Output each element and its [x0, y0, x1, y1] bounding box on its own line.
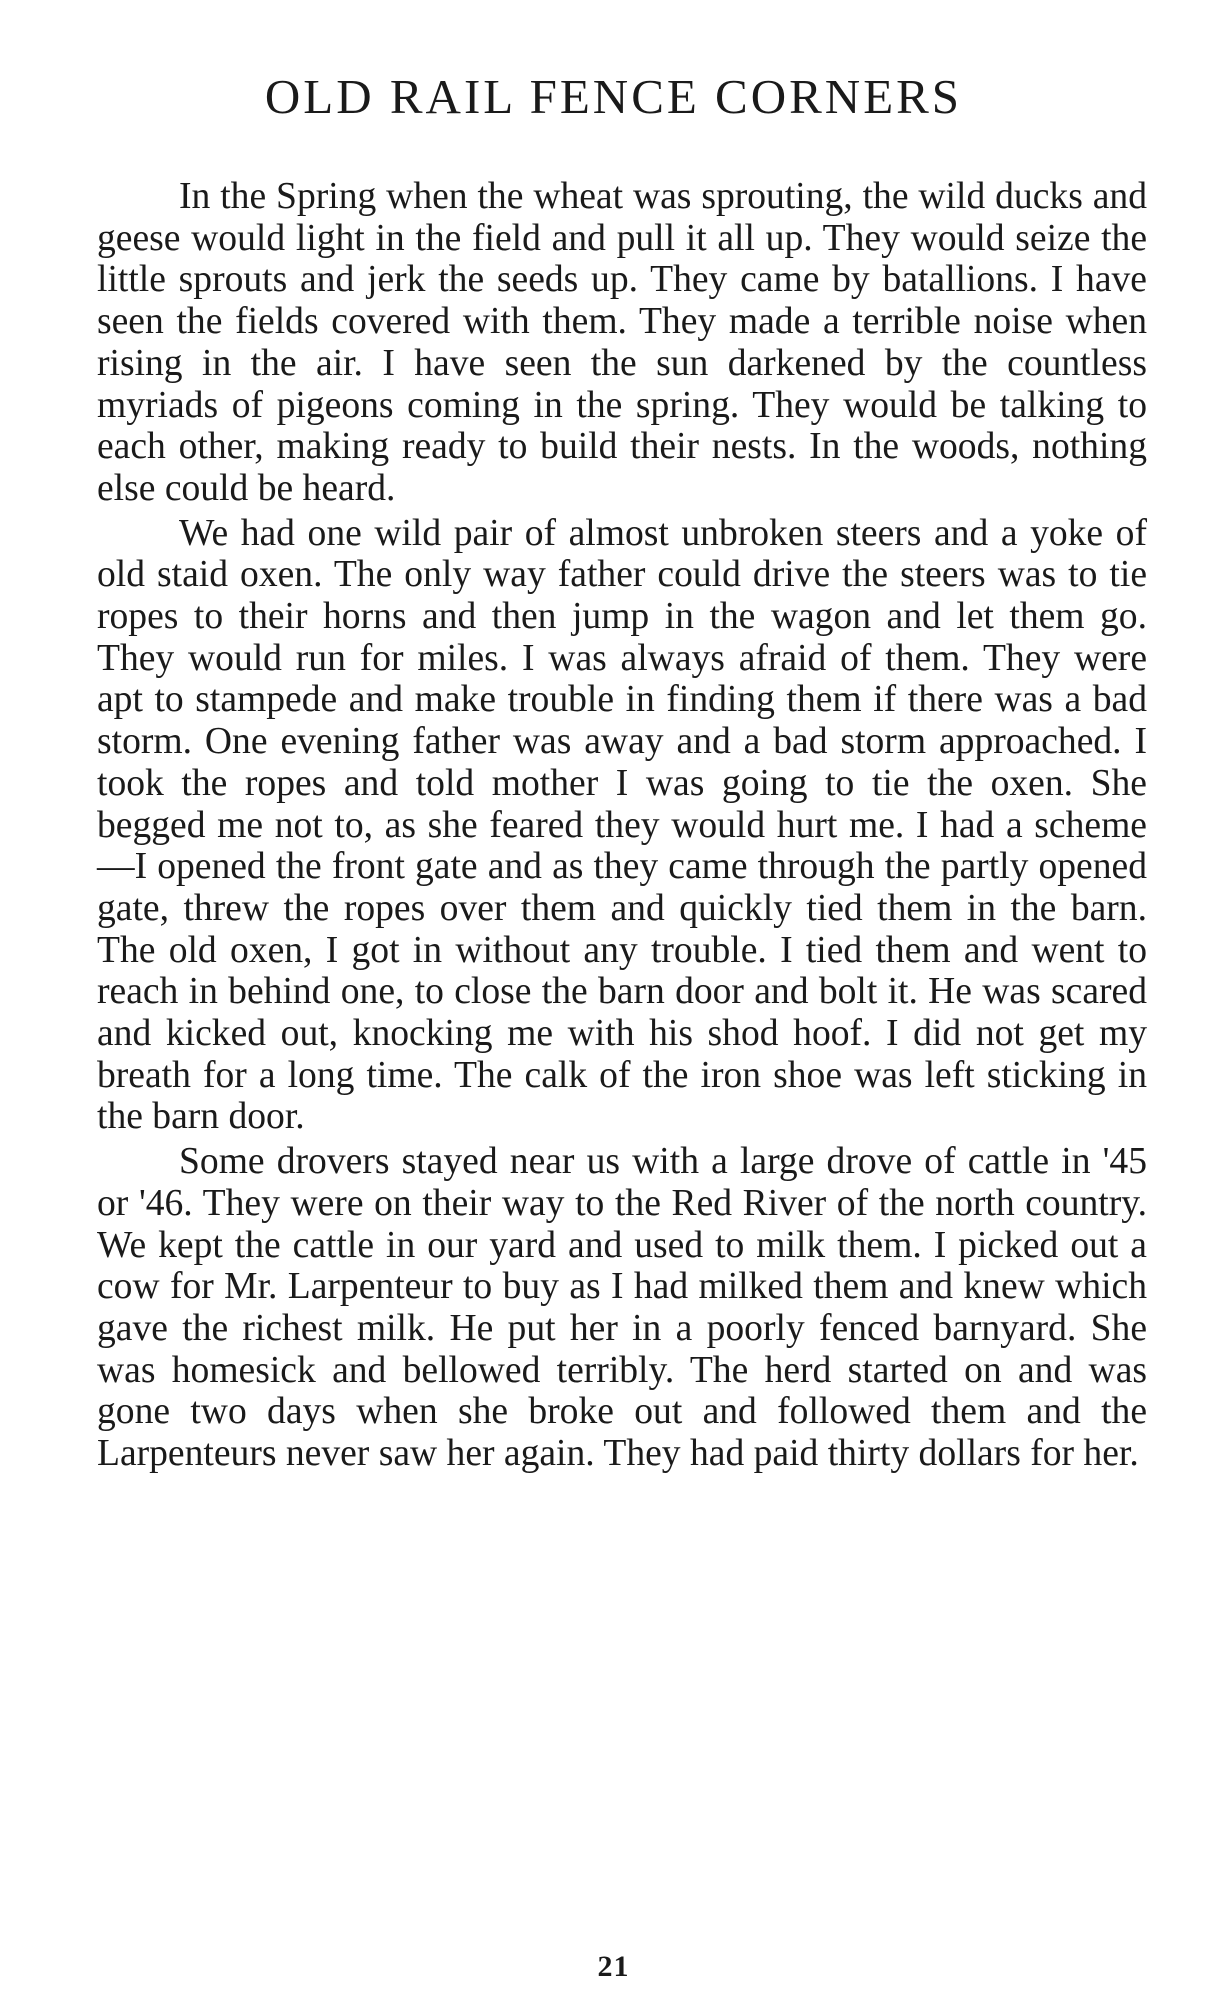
- paragraph-drovers-cattle: Some drovers stayed near us with a large drove of cattle in '45 or '46. They were on their way to the Red River of the north country. We kept the cattle in our yard and used to milk them. I picked out a cow for Mr. Larpenteur to buy as I had milked them and knew which gave the richest milk. He put her in a poorly fenced barnyard. She was homesick and bellowed terribly. The herd started on and was gone two days when she broke out and followed them and the Larpenteurs never saw her again. They had paid thirty dollars for her.: [97, 1141, 1147, 1475]
- paragraph-wild-birds: In the Spring when the wheat was sprouting, the wild ducks and geese would light in the field and pull it all up. They would seize the little sprouts and jerk the seeds up. They came by batallions. I have seen the fields covered with them. They made a terrible noise when rising in the air. I have seen the sun darkened by the countless myriads of pigeons coming in the spring. They would be talking to each other, making ready to build their nests. In the woods, nothing else could be heard.: [97, 176, 1147, 509]
- paragraph-steers-and-oxen: We had one wild pair of almost unbroken steers and a yoke of old staid oxen. The only way father could drive the steers was to tie ropes to their horns and then jump in the wagon and let them go. They would run for miles. I was always afraid of them. They were apt to stampede and make trouble in finding them if there was a bad storm. One evening father was away and a bad storm approached. I took the ropes and told mother I was going to tie the oxen. She begged me not to, as she feared they would hurt me. I had a scheme—I opened the front gate and as they came through the partly opened gate, threw the ropes over them and quickly tied them in the barn. The old oxen, I got in without any trouble. I tied them and went to reach in behind one, to close the barn door and bolt it. He was scared and kicked out, knocking me with his shod hoof. I did not get my breath for a long time. The calk of the iron shoe was left sticking in the barn door.: [97, 512, 1147, 1138]
- page-number: 21: [597, 1950, 630, 1983]
- running-head: OLD RAIL FENCE CORNERS: [264, 69, 963, 124]
- body-text: [97, 176, 1147, 1478]
